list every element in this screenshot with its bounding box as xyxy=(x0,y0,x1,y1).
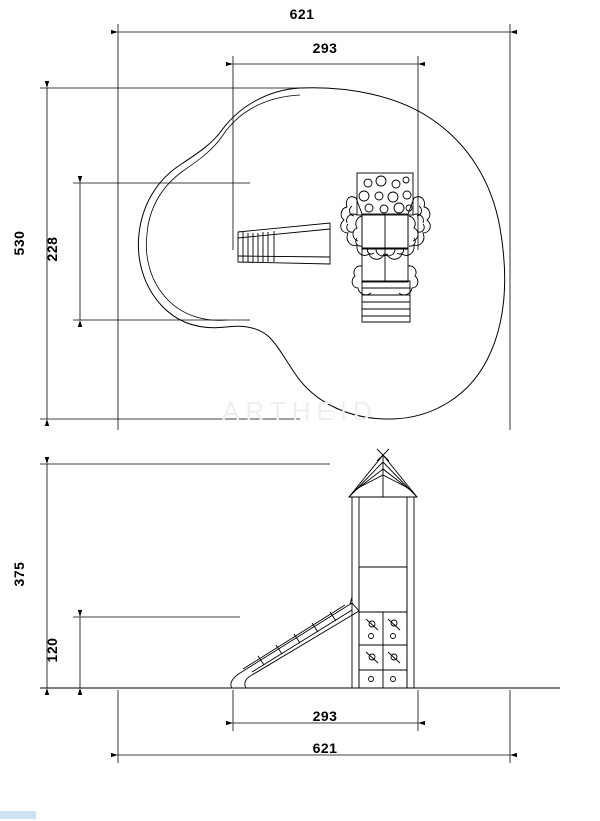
dim-label-plan-621: 621 xyxy=(289,6,315,22)
dim-plan-293 xyxy=(233,56,418,250)
plan-slide xyxy=(238,223,330,264)
plan-roof xyxy=(357,173,413,215)
color-swatch xyxy=(0,811,36,819)
elev-slide xyxy=(231,597,359,688)
watermark-text: ARTHEID xyxy=(222,396,378,426)
bottom-bar xyxy=(0,808,600,821)
dim-elev-120 xyxy=(73,617,240,688)
dim-plan-621 xyxy=(118,24,510,430)
dim-label-plan-530: 530 xyxy=(11,230,27,256)
dim-label-elev-293: 293 xyxy=(312,708,338,724)
plan-deck xyxy=(362,214,408,282)
plan-ladder xyxy=(362,281,410,322)
elev-roof xyxy=(349,449,417,497)
dim-plan-228 xyxy=(73,183,250,320)
dim-label-plan-293: 293 xyxy=(312,40,338,56)
elev-deck-panels xyxy=(359,567,407,688)
dim-label-elev-120: 120 xyxy=(44,637,60,663)
dim-label-plan-228: 228 xyxy=(44,236,60,262)
dim-label-elev-621: 621 xyxy=(312,740,338,756)
plan-safety-zone-outline xyxy=(138,88,504,419)
plan-foliage-right xyxy=(376,197,430,260)
dim-label-elev-375: 375 xyxy=(11,561,27,587)
dim-plan-530 xyxy=(40,88,300,419)
